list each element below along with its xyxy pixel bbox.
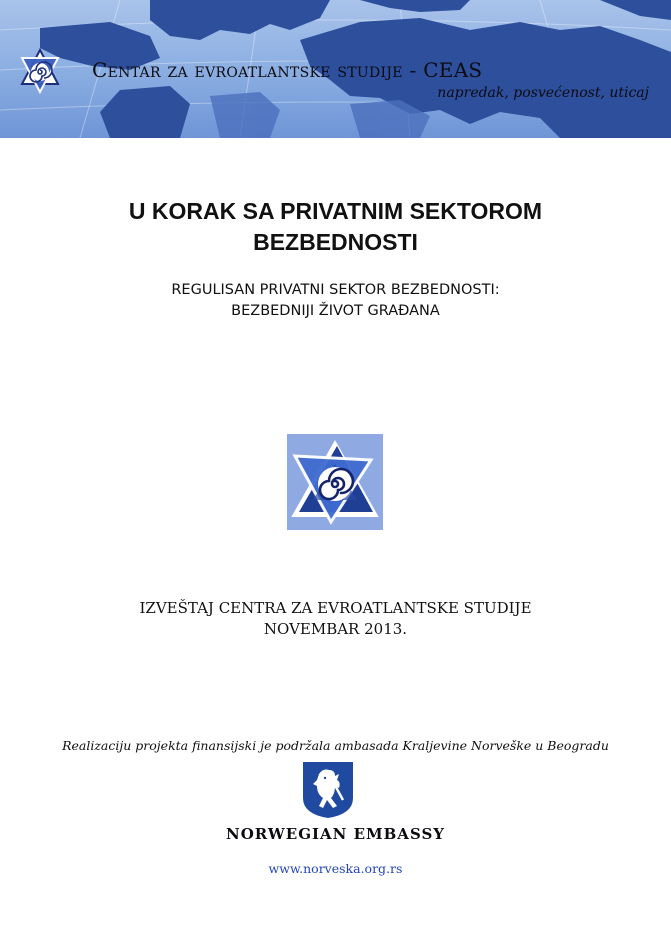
- funding-note: Realizaciju projekta finansijski je podržala ambasada Kraljevine Norveške u Beogradu: [62, 738, 609, 753]
- ceas-star-spiral-icon: [287, 434, 383, 530]
- ceas-logo-icon: [18, 48, 62, 94]
- organization-name: Centar za evroatlantske studije - CEAS: [92, 58, 483, 82]
- embassy-website-link[interactable]: www.norveska.org.rs: [268, 861, 403, 876]
- document-title: [0, 196, 671, 258]
- norwegian-lion-icon: [301, 760, 355, 820]
- organization-tagline: napredak, posvećenost, uticaj: [437, 85, 649, 101]
- subtitle-line-2: BEZBEDNIJI ŽIVOT GRAĐANA: [231, 303, 440, 319]
- report-info: [0, 598, 671, 640]
- title-line-1: U KORAK SA PRIVATNIM SEKTOROM: [128, 198, 543, 224]
- report-line-1: IZVEŠTAJ CENTRA ZA EVROATLANTSKE STUDIJE: [139, 599, 532, 617]
- report-date: NOVEMBAR 2013.: [263, 620, 408, 638]
- subtitle-line-1: REGULISAN PRIVATNI SEKTOR BEZBEDNOSTI:: [171, 282, 500, 298]
- embassy-name: NORWEGIAN EMBASSY: [226, 825, 445, 843]
- document-subtitle: [0, 280, 671, 322]
- title-line-2: BEZBEDNOSTI: [253, 229, 418, 255]
- header-banner: [0, 0, 671, 138]
